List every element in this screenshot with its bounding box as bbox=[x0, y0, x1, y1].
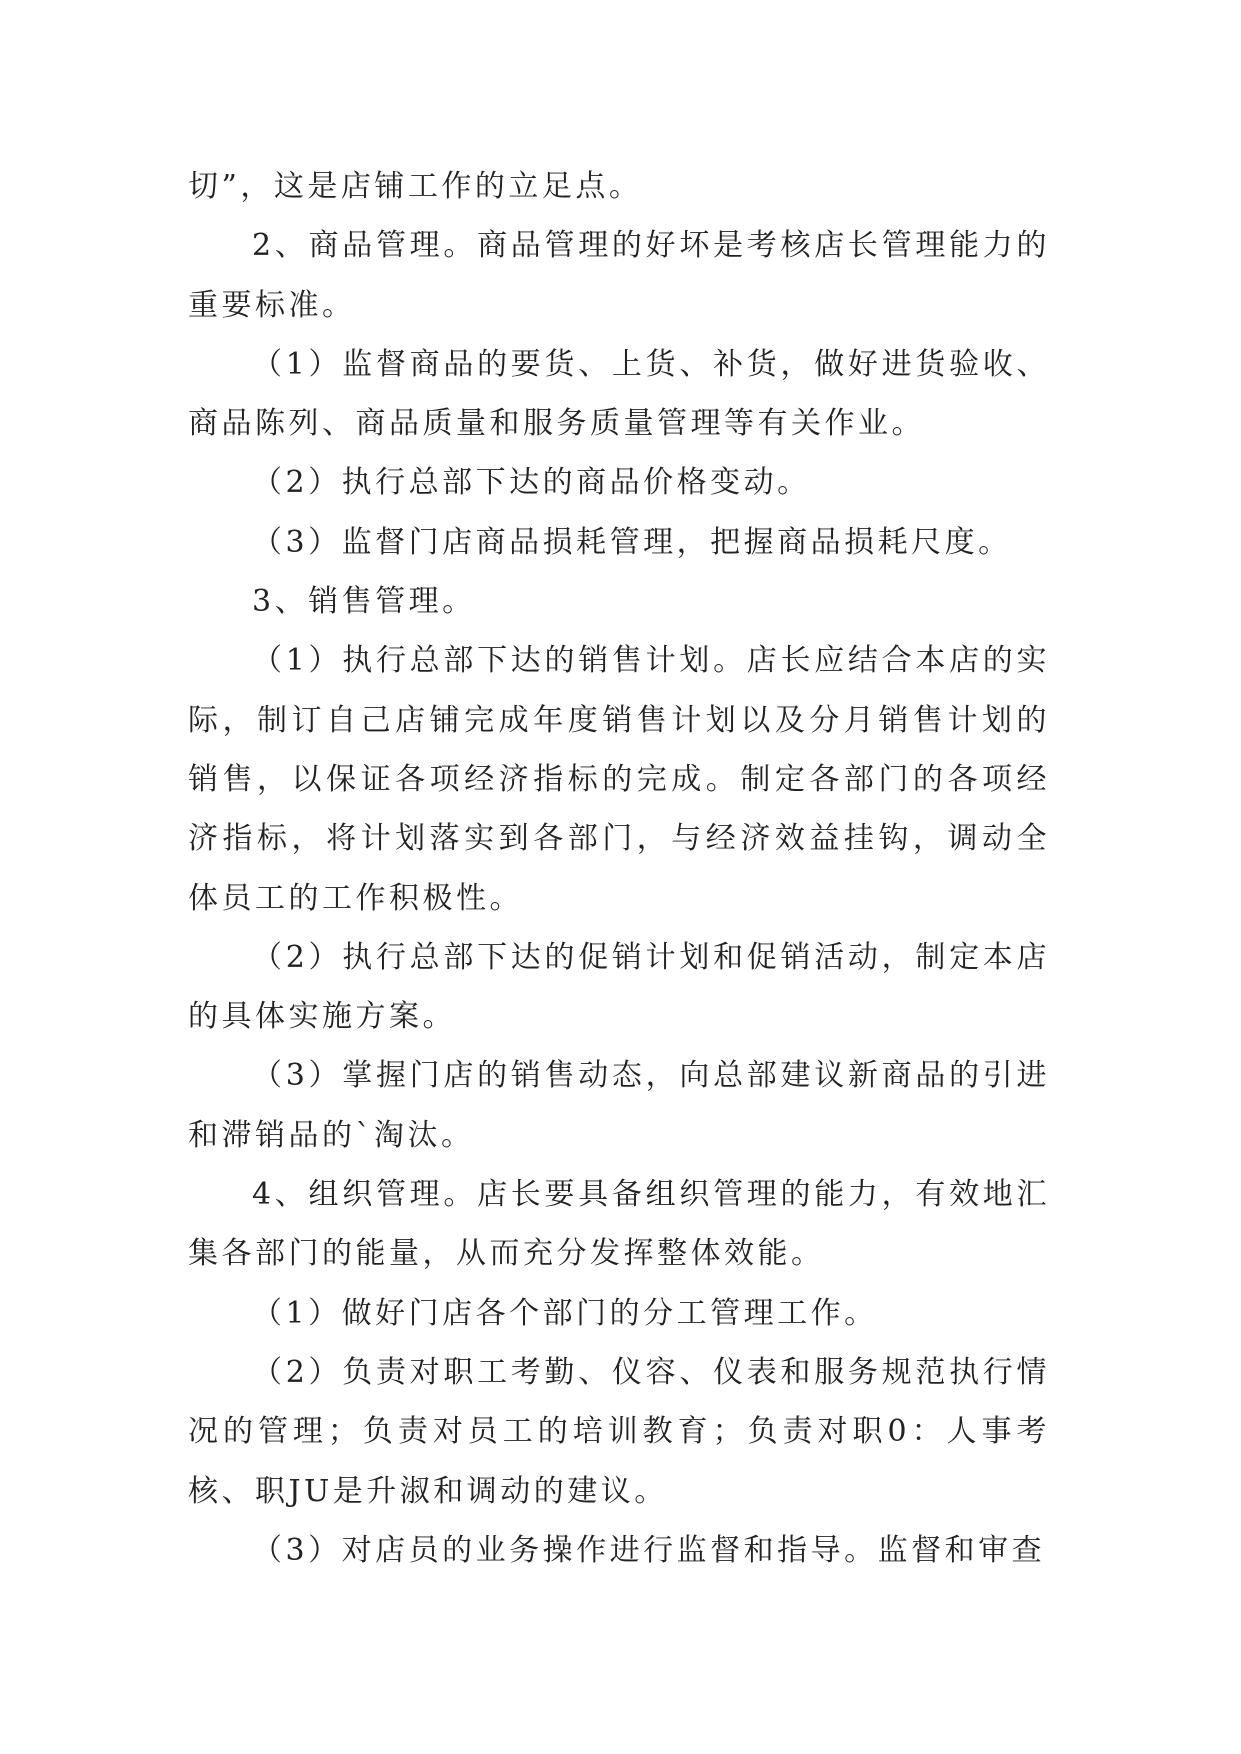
paragraph-12: （2）负责对职工考勤、仪容、仪表和服务规范执行情况的管理；负责对员工的培训教育；负责对职0：人事考核、职JU是升淑和调动的建议。 bbox=[188, 1354, 1050, 1509]
paragraph-7: （1）执行总部下达的销售计划。店长应结合本店的实际，制订自己店铺完成年度销售计划以及分月销售计划的销售，以保证各项经济指标的完成。制定各部门的各项经济指标，将计划落实到各部门，与经济效益挂钩，调动全体员工的工作积极性。 bbox=[188, 643, 1050, 916]
paragraph-4: （2）执行总部下达的商品价格变动。 bbox=[252, 465, 811, 501]
paragraph-13: （3）对店员的业务操作进行监督和指导。监督和审查 bbox=[252, 1532, 1046, 1568]
paragraph-11: （1）做好门店各个部门的分工管理工作。 bbox=[252, 1295, 878, 1331]
paragraph-8: （2）执行总部下达的促销计划和促销活动，制定本店的具体实施方案。 bbox=[188, 939, 1050, 1035]
document-body bbox=[188, 157, 1050, 1580]
paragraph-3: （1）监督商品的要货、上货、补货，做好进货验收、商品陈列、商品质量和服务质量管理等有关作业。 bbox=[188, 346, 1050, 442]
paragraph-2: 2、商品管理。商品管理的好坏是考核店长管理能力的重要标准。 bbox=[188, 228, 1050, 323]
paragraph-10: 4、组织管理。店长要具备组织管理的能力，有效地汇集各部门的能量，从而充分发挥整体效能。 bbox=[188, 1177, 1050, 1272]
paragraph-9: （3）掌握门店的销售动态，向总部建议新商品的引进和滞销品的`淘汰。 bbox=[188, 1058, 1050, 1153]
paragraph-1: 切”，这是店铺工作的立足点。 bbox=[188, 169, 643, 204]
paragraph-5: （3）监督门店商品损耗管理，把握商品损耗尺度。 bbox=[252, 524, 1012, 560]
paragraph-6: 3、销售管理。 bbox=[252, 584, 476, 620]
